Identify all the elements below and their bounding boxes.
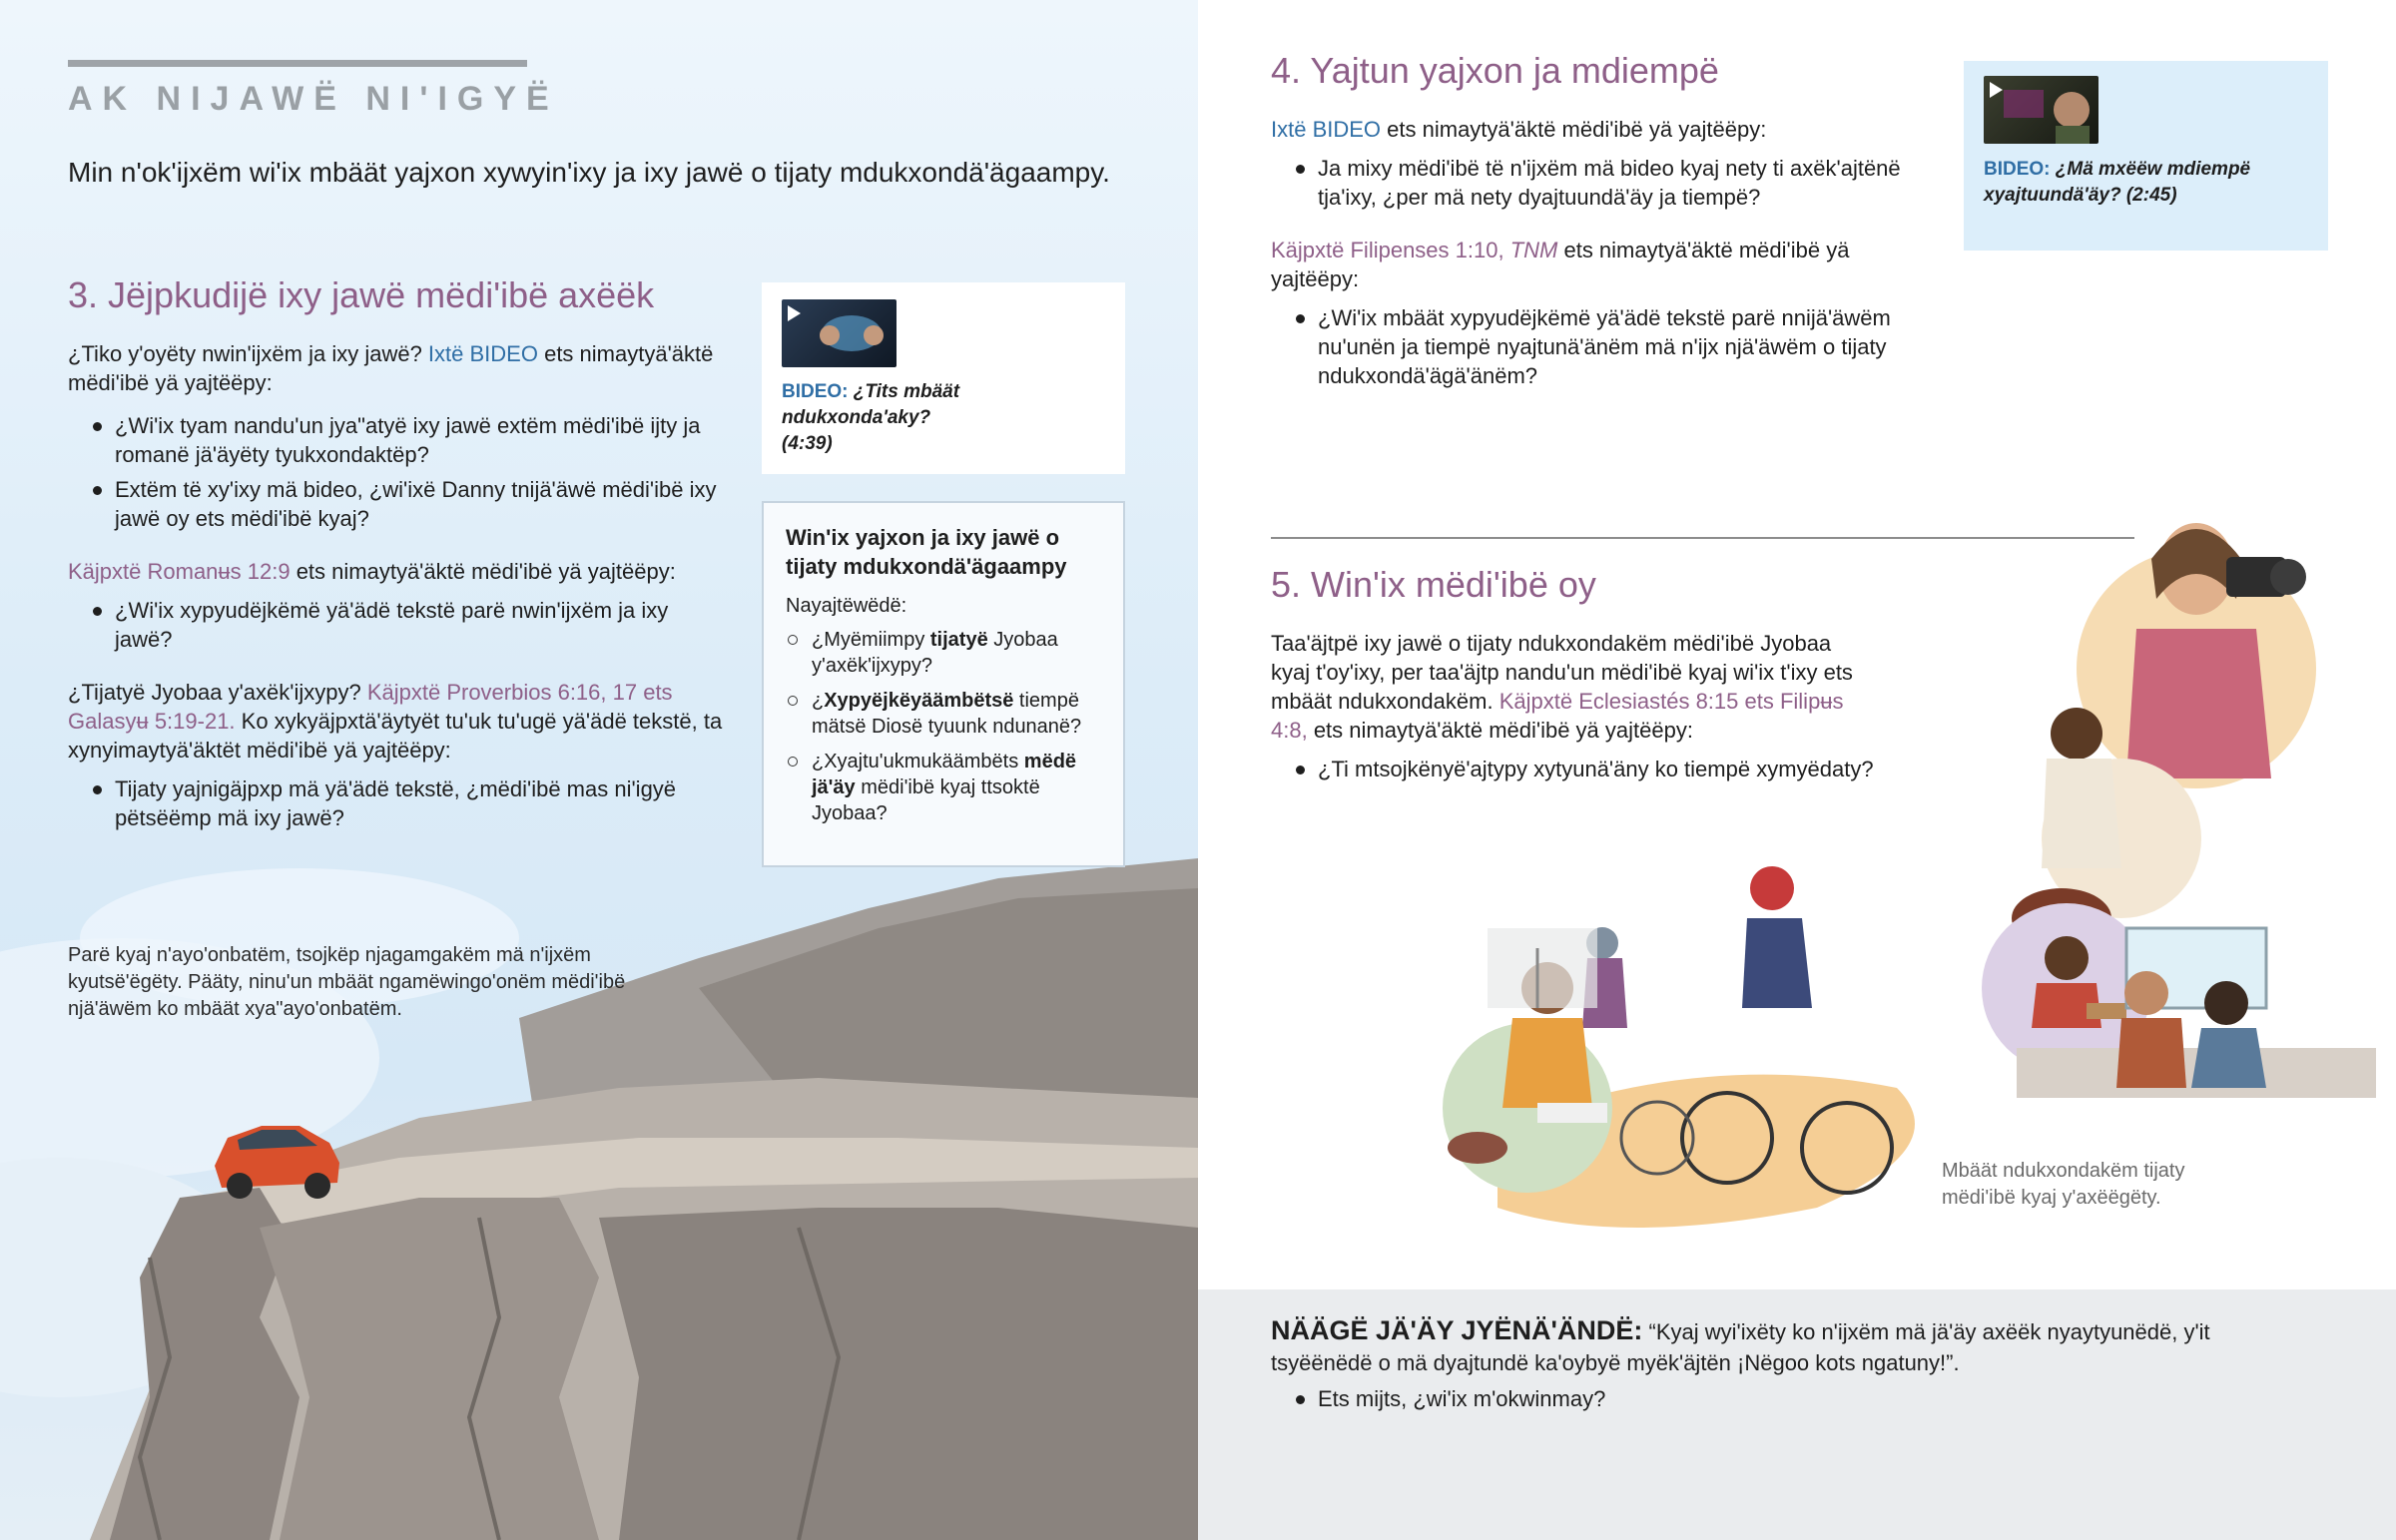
list-item: Ja mixy mëdi'ibë të n'ijxëm mä bideo kyaj nety ti axëk'ajtënë tja'ixy, ¿per mä nety dyajtuundä'äy ja tiempë?	[1271, 154, 1930, 212]
illustration-caption: Mbäät ndukxondakëm tijaty mëdi'ibë kyaj y'axëëgëty.	[1942, 1160, 2185, 1209]
scripture-link[interactable]: Käjpxtë Proverbios 6:16, 17 ets Galasyʉ 5:19-21.	[68, 680, 673, 734]
section-5-title: 5. Win'ix mëdi'ibë oy	[1271, 564, 1596, 605]
footer-questions	[1271, 1384, 2299, 1413]
section-3-body	[68, 339, 727, 832]
section-kicker: AK NIJAWË NI'IGYË	[68, 80, 559, 118]
video-thumbnail[interactable]	[782, 299, 897, 367]
section-5-paragraph-1: Taa'äjtpë ixy jawë o tijaty ndukxondakëm mëdi'ibë Jyobaa kyaj t'oy'ixy, per taa'äjtp nandu'un mëdi'ibë kyaj wi'ix t'ixy ets mbäät ndukxondakëm. Käjpxtë Eclesiastés 8:15 ets Filipʉs 4:8, ets nimaytyä'äktë mëdi'ibë yä yajtëëpy:	[1271, 631, 1853, 743]
cliff-car-illustration	[0, 759, 1198, 1540]
section-3-paragraph-2: Käjpxtë Romanʉs 12:9 ets nimaytyä'äktë mëdi'ibë yä yajtëëpy:	[68, 559, 676, 584]
play-icon[interactable]	[1990, 82, 2003, 98]
video-link[interactable]: Ixtë BIDEO	[1271, 117, 1382, 142]
list-item: Ets mijts, ¿wi'ix m'okwinmay?	[1271, 1384, 2299, 1413]
list-item: Tijaty yajnigäjpxp mä yä'ädë tekstë, ¿mëdi'ibë mas ni'igyë pëtsëëmp mä ixy jawë?	[68, 774, 727, 832]
section-3-questions-2	[68, 596, 727, 654]
section-3-paragraph-3: ¿Tijatyë Jyobaa y'axëk'ijxypy? Käjpxtë Proverbios 6:16, 17 ets Galasyʉ 5:19-21. Ko xykyäjpxtä'äytyët tu'uk tu'ugë yä'ädë tekstë, ta xynyimaytyä'äktët mëdi'ibë yä yajtëëpy:	[68, 680, 723, 763]
checklist-box	[762, 501, 1125, 867]
list-item: Extëm të xy'ixy mä bideo, ¿wi'ixë Danny tnijä'äwë mëdi'ibë ixy jawë oy ets mëdi'ibë kyaj?	[68, 475, 727, 533]
section-3-questions-3	[68, 774, 727, 832]
section-3-paragraph-1: ¿Tiko y'oyëty nwin'ijxëm ja ixy jawë? Ixtë BIDEO ets nimaytyä'äktë mëdi'ibë yä yajtëëpy:	[68, 341, 714, 395]
section-4-questions-1	[1271, 154, 1930, 212]
video-card-2[interactable]	[1964, 61, 2328, 251]
list-item: ¿Wi'ix xypyudëjkëmë yä'ädë tekstë parë nwin'ijxëm ja ixy jawë?	[68, 596, 727, 654]
right-page	[1198, 0, 2396, 1540]
video-caption: BIDEO: ¿Tits mbäät ndukxonda'aky? (4:39)	[782, 381, 960, 454]
list-item: ¿Xyajtu'ukmukäämbëts mëdë jä'äy mëdi'ibë kyaj ttsoktë Jyobaa?	[786, 749, 1101, 826]
section-4-paragraph-2: Käjpxtë Filipenses 1:10, TNM ets nimaytyä'äktë mëdi'ibë yä yajtëëpy:	[1271, 238, 1850, 291]
scripture-link[interactable]: Käjpxtë Filipenses 1:10,	[1271, 238, 1510, 262]
footer-quote: “Kyaj wyi'ixëty ko n'ijxëm mä jä'äy axëëk nyaytyunëdë, y'it tsyëënëdë o mä dyajtundë ka'oybyë myëk'äjtën ¡Nëgoo kots ngatuny!”.	[1271, 1319, 2210, 1375]
video-link[interactable]: Ixtë BIDEO	[427, 341, 538, 366]
box-subtitle: Nayajtëwëdë:	[786, 595, 907, 617]
intro-text: Min n'ok'ijxëm wi'ix mbäät yajxon xywyin'ixy ja ixy jawë o tijaty mdukxondä'ägaampy.	[68, 157, 1110, 188]
list-item: ¿Myëmiimpy tijatyë Jyobaa y'axëk'ijxypy?	[786, 627, 1101, 679]
list-item: ¿Wi'ix mbäät xypyudëjkëmë yä'ädë tekstë parë nnijä'äwëm nu'unën ja tiempë nyajtunä'änëm mä n'ijx njä'äwëm o tijaty ndukxondä'ägä'änëm?	[1271, 303, 1930, 390]
box-title: Win'ix yajxon ja ixy jawë o tijaty mdukxondä'ägaampy	[786, 525, 1067, 579]
section-4-title: 4. Yajtun yajxon ja mdiempë	[1271, 50, 1719, 91]
section-3-title: 3. Jëjpkudijë ixy jawë mëdi'ibë axëëk	[68, 274, 655, 315]
section-3-questions-1	[68, 411, 727, 533]
box-list	[786, 627, 1101, 826]
leisure-activities-illustration	[1198, 489, 2396, 1248]
video-card-1[interactable]	[762, 282, 1125, 474]
footer-panel	[1198, 1289, 2396, 1540]
section-4-body	[1271, 115, 1930, 390]
video-thumbnail[interactable]	[1984, 76, 2098, 144]
scripture-link[interactable]: Käjpxtë Eclesiastés 8:15 ets Filipʉs 4:8,	[1271, 689, 1844, 743]
footer-text	[1271, 1315, 2299, 1413]
illustration-caption: Parë kyaj n'ayo'onbatëm, tsojkëp njagamgakëm mä n'ijxëm kyutsë'ëgëty. Pääty, ninu'un mbäät ngamëwingo'onëm mëdi'ibë njä'äwëm ko mbäät xya"ayo'onbatëm.	[68, 944, 626, 1020]
section-4-paragraph-1: Ixtë BIDEO ets nimaytyä'äktë mëdi'ibë yä yajtëëpy:	[1271, 117, 1767, 142]
top-rule	[68, 60, 527, 67]
section-4-questions-2	[1271, 303, 1930, 390]
list-item: ¿Ti mtsojkënyë'ajtypy xytyunä'äny ko tiempë xymyëdaty?	[1271, 755, 1950, 783]
list-item: ¿Xypyëjkëyäämbëtsë tiempë mätsë Diosë tyuunk ndunanë?	[786, 688, 1101, 740]
play-icon[interactable]	[788, 305, 801, 321]
list-item: ¿Wi'ix tyam nandu'un jya"atyë ixy jawë extëm mëdi'ibë ijty ja romanë jä'äyëty tyukxondaktëp?	[68, 411, 727, 469]
video-caption: BIDEO: ¿Mä mxëëw mdiempë xyajtuundä'äy? (2:45)	[1984, 159, 2251, 206]
scripture-link[interactable]: Käjpxtë Romanʉs 12:9	[68, 559, 291, 584]
footer-lead: NÄÄGË JÄ'ÄY JYËNÄ'ÄNDË:	[1271, 1315, 1643, 1345]
